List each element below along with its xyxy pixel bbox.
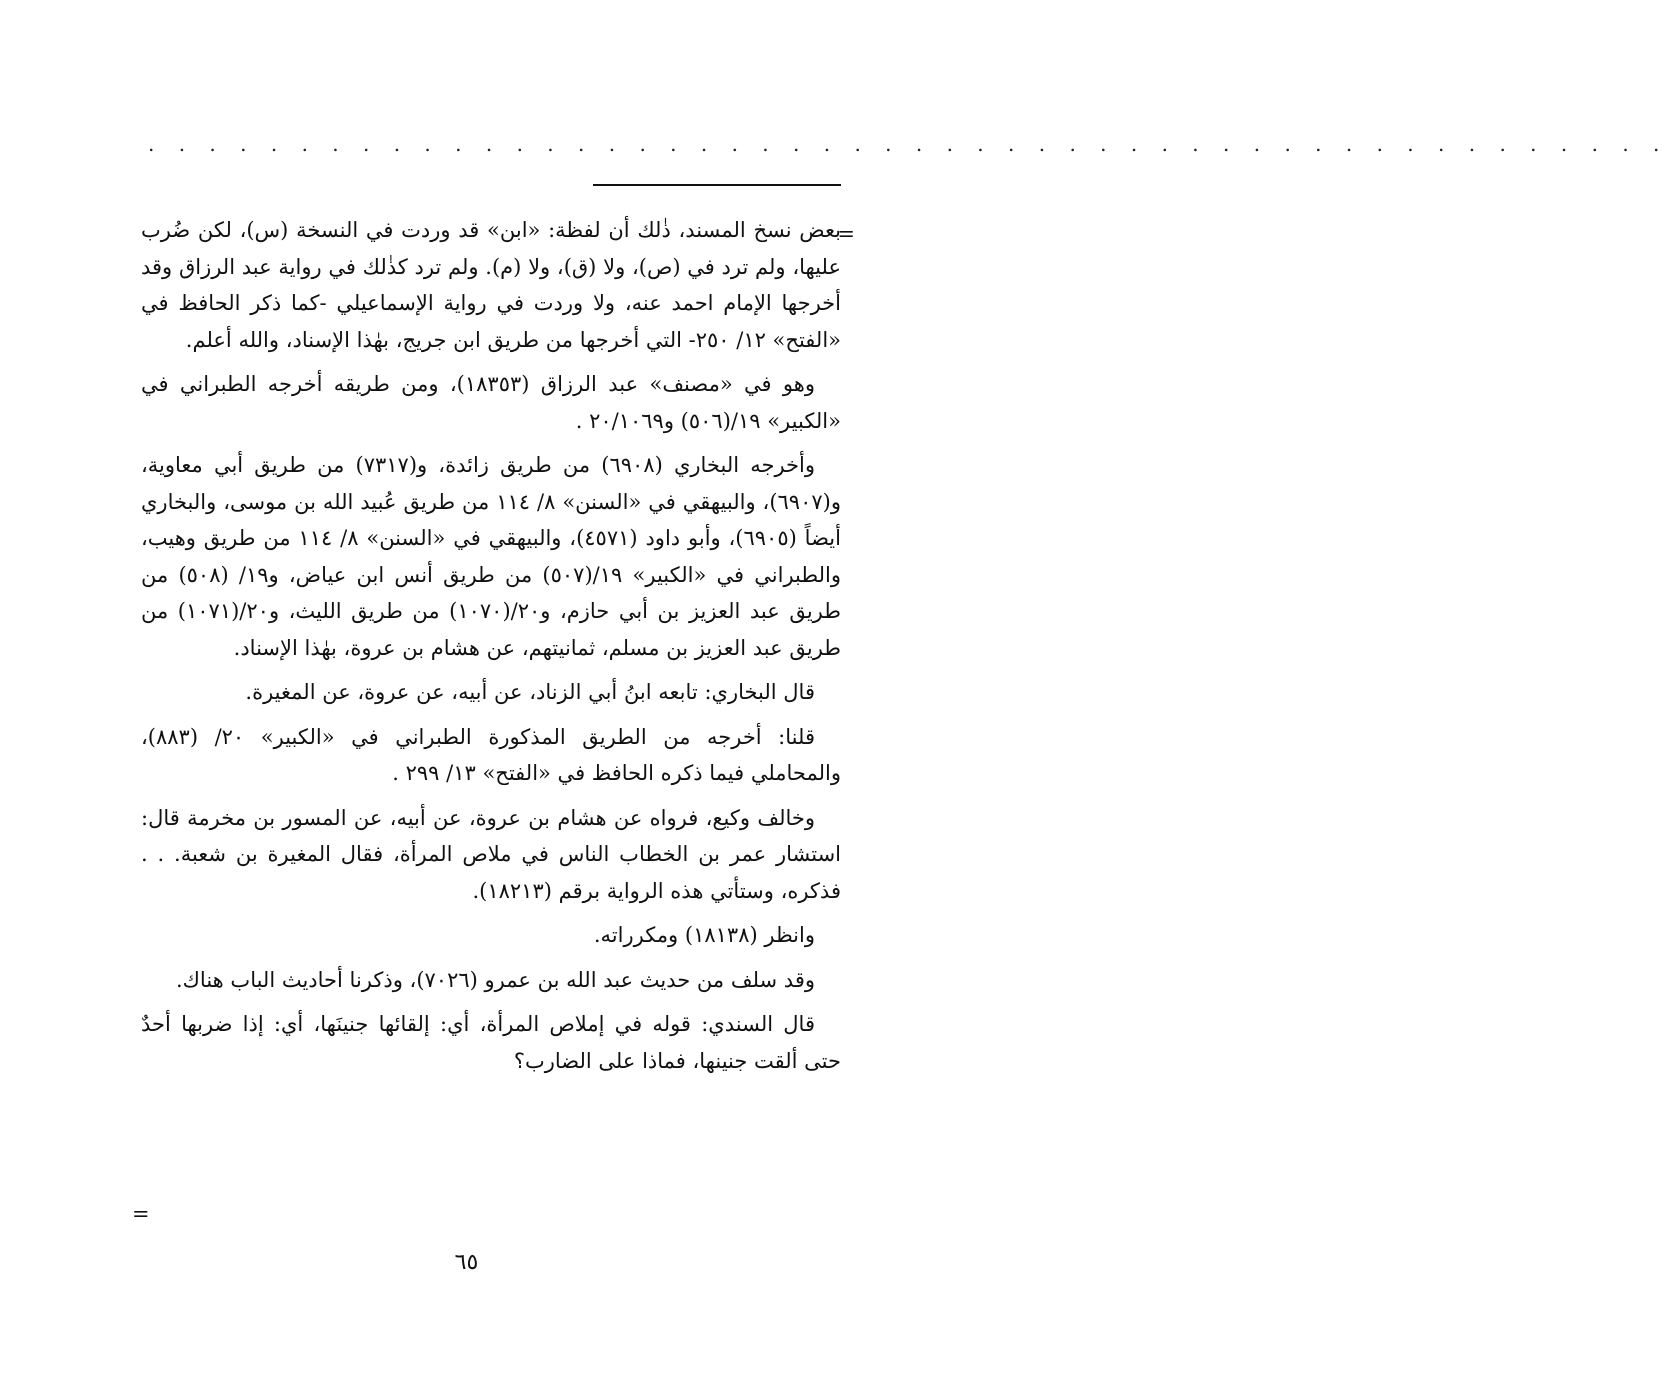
footnote-paragraph: وخالف وكيع، فرواه عن هشام بن عروة، عن أبيه، عن المسور بن مخرمة قال: استشار عمر بن الخطاب الناس في ملاص المرأة، فقال المغيرة بن شعبة. . . فذكره، وستأتي هذه الرواية برقم (١٨٢١٣).	[141, 805, 841, 903]
separator-dots: . . . . . . . . . . . . . . . . . . . . . . . . . . . . . . . . . . . . . . . . . . . . . . . . . .	[148, 132, 1668, 156]
page-number: ٦٥	[454, 1250, 479, 1275]
continuation-mark-end: =	[132, 1202, 150, 1226]
footnote-paragraph: قال البخاري: تابعه ابنُ أبي الزناد، عن أبيه، عن عروة، عن المغيرة.	[245, 680, 815, 704]
footnote-paragraph: بعض نسخ المسند، ذٰلك أن لفظة: «ابن» قد وردت في النسخة (س)، لكن ضُرب عليها، ولم ترد في (ص)، ولا (ق)، ولا (م). ولم ترد كذٰلك في رواية عبد الرزاق وقد أخرجها الإمام احمد عنه، ولا وردت في رواية الإسماعيلي -كما ذكر الحافظ في «الفتح» ١٢/ ٢٥٠- التي أخرجها من طريق ابن جريج، بهٰذا الإسناد، والله أعلم.	[141, 218, 841, 352]
footnote-body	[141, 212, 841, 1087]
footnote-paragraph: وهو في «مصنف» عبد الرزاق (١٨٣٥٣)، ومن طريقه أخرجه الطبراني في «الكبير» ١٩/(٥٠٦) و٢٠/١٠٦٩ .	[141, 372, 841, 433]
footnote-paragraph: وانظر (١٨١٣٨) ومكرراته.	[593, 923, 815, 947]
footnote-paragraph: قال السندي: قوله في إملاص المرأة، أي: إلقائها جنينَها، أي: إذا ضربها أحدٌ حتى ألقت جنينها، فماذا على الضارب؟	[141, 1012, 841, 1073]
footnote-paragraph: وقد سلف من حديث عبد الله بن عمرو (٧٠٢٦)، وذكرنا أحاديث الباب هناك.	[175, 967, 815, 992]
footnote-paragraph: قلنا: أخرجه من الطريق المذكورة الطبراني في «الكبير» ٢٠/ (٨٨٣)، والمحاملي فيما ذكره الحافظ في «الفتح» ١٣/ ٢٩٩ .	[141, 724, 841, 785]
footnote-rule	[593, 184, 841, 186]
continuation-mark-start: =	[837, 222, 855, 246]
footnote-paragraph: وأخرجه البخاري (٦٩٠٨) من طريق زائدة، و(٧٣١٧) من طريق أبي معاوية، و(٦٩٠٧)، والبيهقي في «السنن» ٨/ ١١٤ من طريق عُبيد الله بن موسى، والبخاري أيضاً (٦٩٠٥)، وأبو داود (٤٥٧١)، والبيهقي في «السنن» ٨/ ١١٤ من طريق وهيب، والطبراني في «الكبير» ١٩/(٥٠٧) من طريق أنس ابن عياض، و١٩/ (٥٠٨) من طريق عبد العزيز بن أبي حازم، و٢٠/(١٠٧٠) من طريق الليث، و٢٠/(١٠٧١) من طريق عبد العزيز بن مسلم، ثمانيتهم، عن هشام بن عروة، بهٰذا الإسناد.	[141, 453, 841, 660]
